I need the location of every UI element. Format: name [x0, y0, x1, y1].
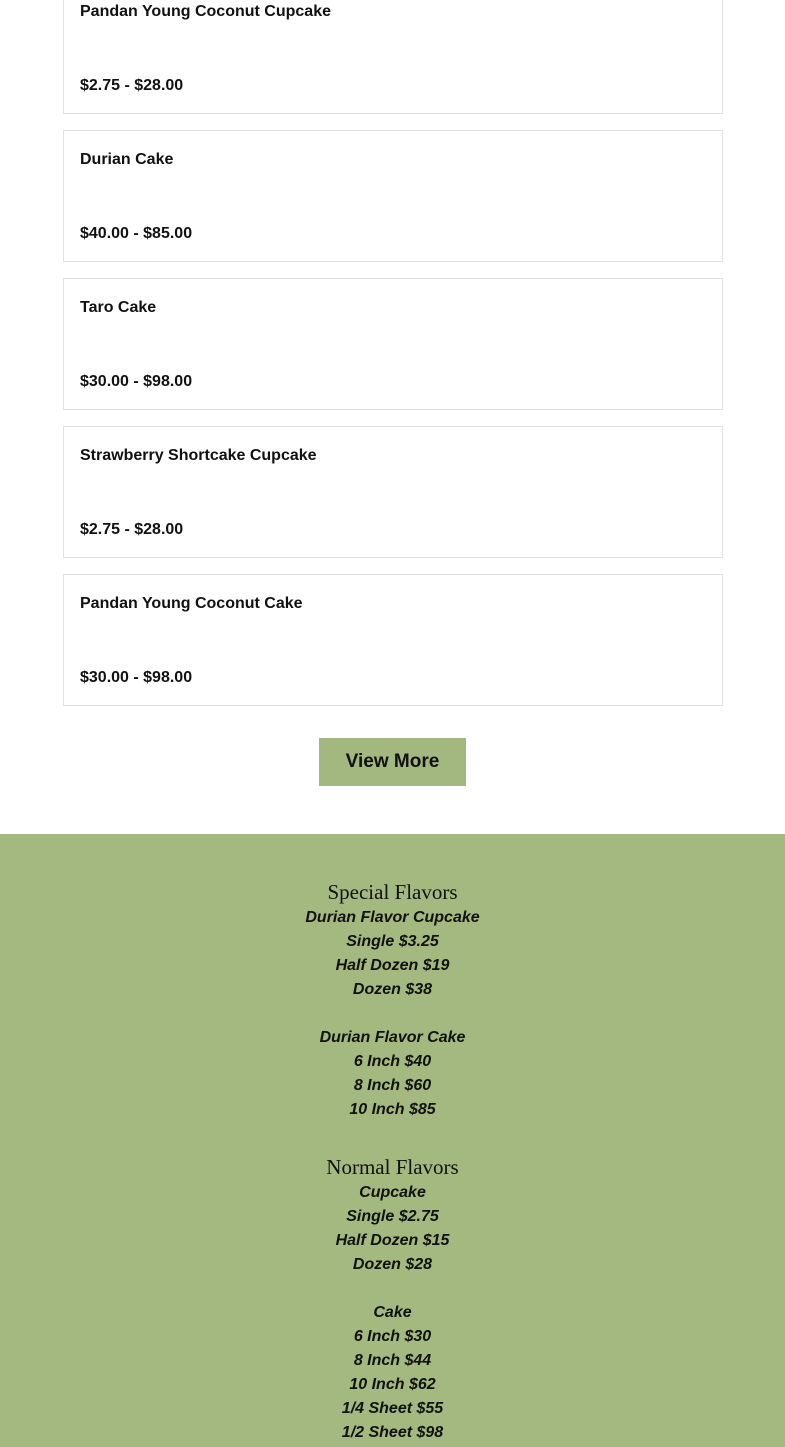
special-cake-price: 6 Inch $40 — [353, 1053, 432, 1070]
product-title[interactable]: Durian Cake — [80, 151, 174, 168]
special-cake-price: 8 Inch $60 — [353, 1077, 432, 1094]
normal-cake-price: 1/4 Sheet $55 — [341, 1400, 444, 1417]
product-price: $40.00 - $85.00 — [80, 225, 193, 242]
product-title[interactable]: Strawberry Shortcake Cupcake — [80, 447, 317, 464]
spacer — [0, 1277, 785, 1301]
normal-cake-price: 10 Inch $62 — [349, 1376, 436, 1393]
product-price: $30.00 - $98.00 — [80, 669, 193, 686]
special-cupcake-price: Single $3.25 — [346, 933, 439, 950]
special-cake-price: 10 Inch $85 — [349, 1101, 436, 1118]
normal-cupcake-title: Cupcake — [359, 1184, 426, 1201]
spacer — [0, 1002, 785, 1026]
product-title[interactable]: Pandan Young Coconut Cupcake — [80, 3, 331, 20]
product-card[interactable] — [63, 130, 723, 262]
flavors-section — [0, 834, 785, 1447]
normal-flavors — [0, 1153, 785, 1445]
product-card[interactable] — [63, 278, 723, 410]
special-flavors — [0, 878, 785, 1122]
product-card[interactable] — [63, 574, 723, 706]
normal-flavors-heading: Normal Flavors — [326, 1155, 459, 1179]
normal-cake-price: 1/2 Sheet $98 — [341, 1424, 444, 1441]
product-title[interactable]: Taro Cake — [80, 299, 157, 316]
normal-cake-price: 8 Inch $44 — [353, 1352, 432, 1369]
product-price: $30.00 - $98.00 — [80, 373, 193, 390]
normal-cake-title: Cake — [373, 1304, 412, 1321]
product-price: $2.75 - $28.00 — [80, 77, 184, 94]
normal-cupcake-price: Half Dozen $15 — [335, 1232, 450, 1249]
special-cupcake-title: Durian Flavor Cupcake — [305, 909, 480, 926]
normal-cupcake-price: Single $2.75 — [346, 1208, 439, 1225]
product-card[interactable] — [63, 426, 723, 558]
normal-cake-price: 6 Inch $30 — [353, 1328, 432, 1345]
view-more-button[interactable]: View More — [319, 738, 466, 786]
product-title[interactable]: Pandan Young Coconut Cake — [80, 595, 303, 612]
special-cupcake-price: Dozen $38 — [352, 981, 433, 998]
special-cupcake-price: Half Dozen $19 — [335, 957, 450, 974]
normal-cupcake-price: Dozen $28 — [352, 1256, 433, 1273]
special-cake-title: Durian Flavor Cake — [319, 1029, 466, 1046]
special-flavors-heading: Special Flavors — [327, 880, 458, 904]
product-card[interactable] — [63, 0, 723, 114]
product-price: $2.75 - $28.00 — [80, 521, 184, 538]
product-list — [63, 0, 723, 722]
